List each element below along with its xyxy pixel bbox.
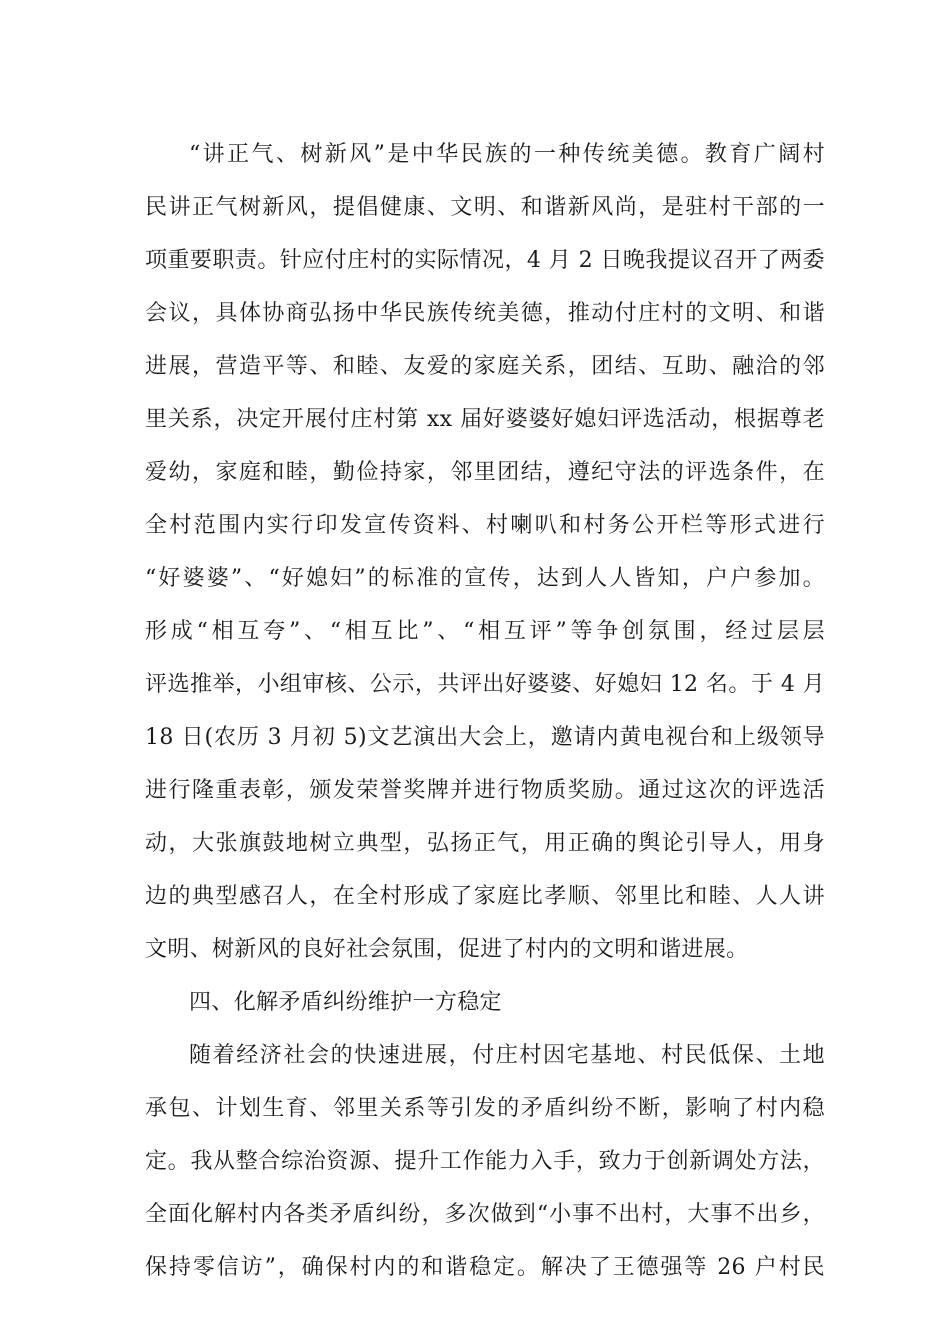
paragraph-line: 承包、计划生育、邻里关系等引发的矛盾纠纷不断，影响了村内稳	[145, 1096, 825, 1121]
paragraph-line: 评选推举，小组审核、公示，共评出好婆婆、好媳妇 12 名。于 4 月	[145, 672, 825, 697]
paragraph-line: 全面化解村内各类矛盾纠纷，多次做到“小事不出村，大事不出乡，	[145, 1202, 825, 1227]
paragraph-line: 项重要职责。针应付庄村的实际情况，4 月 2 日晚我提议召开了两委	[145, 248, 825, 273]
paragraph-line: 爱幼，家庭和睦，勤俭持家，邻里团结，遵纪守法的评选条件，在	[145, 460, 825, 485]
paragraph-line: 全村范围内实行印发宣传资料、村喇叭和村务公开栏等形式进行	[145, 513, 825, 538]
paragraph-line: 随着经济社会的快速进展，付庄村因宅基地、村民低保、土地	[189, 1043, 825, 1068]
paragraph-line: 进行隆重表彰，颁发荣誉奖牌并进行物质奖励。通过这次的评选活	[145, 778, 825, 803]
paragraph-line: “讲正气、树新风”是中华民族的一种传统美德。教育广阔村	[189, 142, 825, 167]
paragraph-line: 里关系，决定开展付庄村第 xx 届好婆婆好媳妇评选活动，根据尊老	[145, 407, 825, 432]
paragraph-line: 进展，营造平等、和睦、友爱的家庭关系，团结、互助、融洽的邻	[145, 354, 825, 379]
paragraph-line: 民讲正气树新风，提倡健康、文明、和谐新风尚，是驻村干部的一	[145, 195, 825, 220]
section-heading: 四、化解矛盾纠纷维护一方稳定	[189, 990, 502, 1015]
paragraph-line: 形成“相互夸”、“相互比”、“相互评”等争创氛围，经过层层	[145, 619, 825, 644]
paragraph-line: “好婆婆”、“好媳妇”的标准的宣传，达到人人皆知，户户参加。	[145, 566, 825, 591]
paragraph-line: 动，大张旗鼓地树立典型，弘扬正气，用正确的舆论引导人，用身	[145, 831, 825, 856]
paragraph-line: 18 日(农历 3 月初 5)文艺演出大会上，邀请内黄电视台和上级领导	[145, 725, 825, 750]
paragraph-line: 保持零信访”，确保村内的和谐稳定。解决了王德强等 26 户村民	[145, 1255, 825, 1280]
paragraph-line: 边的典型感召人，在全村形成了家庭比孝顺、邻里比和睦、人人讲	[145, 884, 825, 909]
paragraph-line: 会议，具体协商弘扬中华民族传统美德，推动付庄村的文明、和谐	[145, 301, 825, 326]
paragraph-line: 文明、树新风的良好社会氛围，促进了村内的文明和谐进展。	[145, 937, 749, 962]
paragraph-line: 定。我从整合综治资源、提升工作能力入手，致力于创新调处方法，	[145, 1149, 825, 1174]
